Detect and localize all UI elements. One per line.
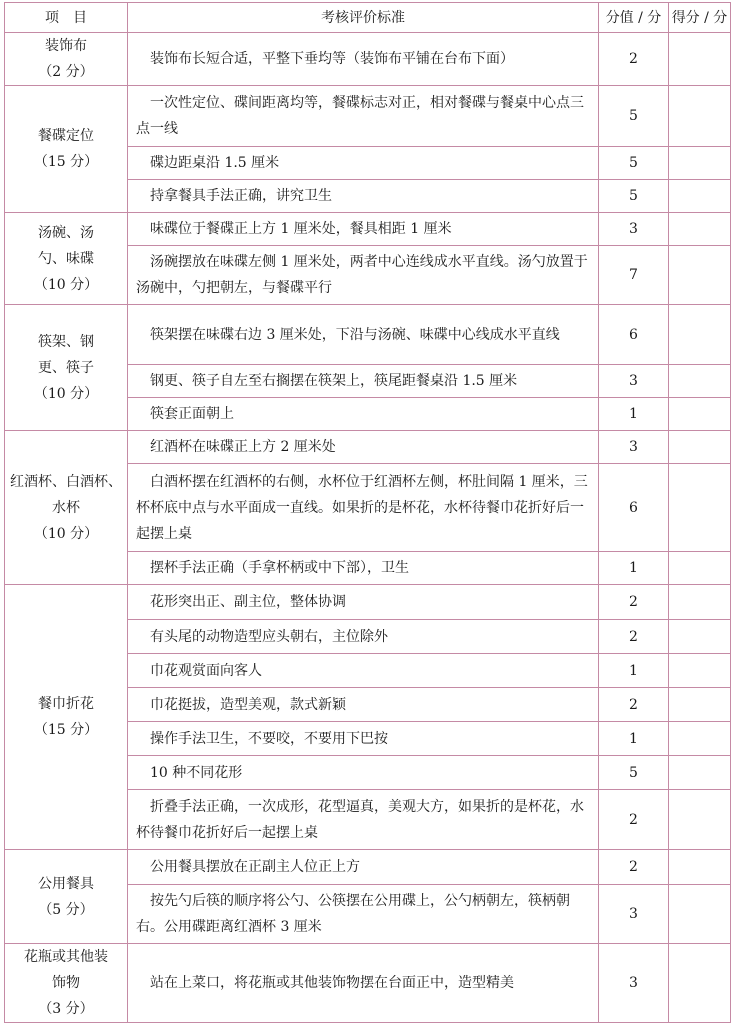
got-score-cell[interactable] bbox=[669, 464, 731, 552]
table-row bbox=[5, 431, 731, 464]
score-cell: 1 bbox=[599, 654, 669, 688]
score-cell: 3 bbox=[599, 944, 669, 1023]
criteria-cell: 装饰布长短合适，平整下垂均等（装饰布平铺在台布下面） bbox=[128, 33, 599, 86]
item-name: 公用餐具 bbox=[38, 875, 94, 892]
item-cell bbox=[5, 33, 128, 86]
criteria-cell: 公用餐具摆放在正副主人位正上方 bbox=[128, 850, 599, 885]
score-cell: 3 bbox=[599, 365, 669, 398]
got-score-cell[interactable] bbox=[669, 246, 731, 305]
table-row bbox=[5, 305, 731, 365]
got-score-cell[interactable] bbox=[669, 654, 731, 688]
score-cell: 1 bbox=[599, 398, 669, 431]
got-score-cell[interactable] bbox=[669, 147, 731, 180]
criteria-cell: 站在上菜口，将花瓶或其他装饰物摆在台面正中，造型精美 bbox=[128, 944, 599, 1023]
table-row bbox=[5, 213, 731, 246]
score-cell: 2 bbox=[599, 790, 669, 850]
criteria-cell: 巾花观赏面向客人 bbox=[128, 654, 599, 688]
item-points: （10 分） bbox=[33, 385, 99, 402]
criteria-cell: 折叠手法正确，一次成形，花型逼真，美观大方，如果折的是杯花，水杯待餐巾花折好后一起摆上桌 bbox=[128, 790, 599, 850]
got-score-cell[interactable] bbox=[669, 790, 731, 850]
item-cell bbox=[5, 213, 128, 305]
got-score-cell[interactable] bbox=[669, 620, 731, 654]
score-cell: 5 bbox=[599, 180, 669, 213]
table-body bbox=[5, 33, 731, 1023]
criteria-cell: 有头尾的动物造型应头朝右，主位除外 bbox=[128, 620, 599, 654]
criteria-cell: 钢更、筷子自左至右搁摆在筷架上，筷尾距餐桌沿 1.5 厘米 bbox=[128, 365, 599, 398]
criteria-cell: 10 种不同花形 bbox=[128, 756, 599, 790]
item-cell bbox=[5, 944, 128, 1023]
criteria-cell: 持拿餐具手法正确，讲究卫生 bbox=[128, 180, 599, 213]
item-name: 餐碟定位 bbox=[38, 128, 94, 144]
got-score-cell[interactable] bbox=[669, 850, 731, 885]
item-cell bbox=[5, 305, 128, 431]
header-row bbox=[5, 3, 731, 33]
score-cell: 2 bbox=[599, 33, 669, 86]
criteria-cell: 按先勺后筷的顺序将公勺、公筷摆在公用碟上，公勺柄朝左，筷柄朝右。公用碟距离红酒杯 3 厘米 bbox=[128, 885, 599, 944]
table-row bbox=[5, 850, 731, 885]
got-score-cell[interactable] bbox=[669, 33, 731, 86]
item-points: （5 分） bbox=[38, 901, 94, 918]
criteria-cell: 摆杯手法正确（手拿杯柄或中下部），卫生 bbox=[128, 552, 599, 585]
item-name: 红酒杯、白酒杯、水杯 bbox=[10, 473, 122, 516]
got-score-cell[interactable] bbox=[669, 398, 731, 431]
got-score-cell[interactable] bbox=[669, 86, 731, 147]
score-cell: 2 bbox=[599, 688, 669, 722]
table-row bbox=[5, 86, 731, 147]
got-score-cell[interactable] bbox=[669, 756, 731, 790]
criteria-cell: 白酒杯摆在红酒杯的右侧，水杯位于红酒杯左侧，杯肚间隔 1 厘米，三杯杯底中点与水平面成一直线。如果折的是杯花，水杯待餐巾花折好后一起摆上桌 bbox=[128, 464, 599, 552]
table-row bbox=[5, 585, 731, 620]
criteria-cell: 筷架摆在味碟右边 3 厘米处，下沿与汤碗、味碟中心线成水平直线 bbox=[128, 305, 599, 365]
criteria-cell: 味碟位于餐碟正上方 1 厘米处，餐具相距 1 厘米 bbox=[128, 213, 599, 246]
item-name: 筷架、钢更、筷子 bbox=[38, 333, 94, 376]
item-cell bbox=[5, 850, 128, 944]
header-item: 项 目 bbox=[5, 3, 128, 33]
criteria-cell: 花形突出正、副主位，整体协调 bbox=[128, 585, 599, 620]
item-points: （3 分） bbox=[38, 1001, 94, 1017]
got-score-cell[interactable] bbox=[669, 431, 731, 464]
header-score: 分值 / 分 bbox=[599, 3, 669, 33]
criteria-cell: 红酒杯在味碟正上方 2 厘米处 bbox=[128, 431, 599, 464]
score-cell: 2 bbox=[599, 850, 669, 885]
criteria-cell: 碟边距桌沿 1.5 厘米 bbox=[128, 147, 599, 180]
got-score-cell[interactable] bbox=[669, 180, 731, 213]
score-cell: 3 bbox=[599, 431, 669, 464]
got-score-cell[interactable] bbox=[669, 585, 731, 620]
criteria-cell: 操作手法卫生，不要咬，不要用下巴按 bbox=[128, 722, 599, 756]
score-cell: 2 bbox=[599, 585, 669, 620]
item-name: 餐巾折花 bbox=[38, 696, 94, 712]
item-name: 汤碗、汤勺、味碟 bbox=[38, 224, 94, 267]
item-points: （15 分） bbox=[33, 154, 99, 170]
got-score-cell[interactable] bbox=[669, 213, 731, 246]
score-cell: 3 bbox=[599, 213, 669, 246]
score-cell: 7 bbox=[599, 246, 669, 305]
criteria-cell: 筷套正面朝上 bbox=[128, 398, 599, 431]
item-name: 装饰布 bbox=[45, 38, 87, 54]
item-cell bbox=[5, 585, 128, 850]
score-cell: 5 bbox=[599, 86, 669, 147]
item-name: 花瓶或其他装饰物 bbox=[24, 949, 108, 991]
evaluation-table bbox=[4, 2, 731, 1023]
table-row bbox=[5, 33, 731, 86]
header-criteria: 考核评价标准 bbox=[128, 3, 599, 33]
score-cell: 6 bbox=[599, 305, 669, 365]
criteria-cell: 一次性定位、碟间距离均等，餐碟标志对正，相对餐碟与餐桌中心点三点一线 bbox=[128, 86, 599, 147]
got-score-cell[interactable] bbox=[669, 365, 731, 398]
got-score-cell[interactable] bbox=[669, 552, 731, 585]
item-points: （10 分） bbox=[33, 525, 99, 542]
got-score-cell[interactable] bbox=[669, 944, 731, 1023]
got-score-cell[interactable] bbox=[669, 722, 731, 756]
item-points: （15 分） bbox=[33, 722, 99, 738]
item-points: （2 分） bbox=[38, 64, 94, 80]
item-cell bbox=[5, 86, 128, 213]
score-cell: 1 bbox=[599, 552, 669, 585]
got-score-cell[interactable] bbox=[669, 885, 731, 944]
criteria-cell: 汤碗摆放在味碟左侧 1 厘米处，两者中心连线成水平直线。汤勺放置于汤碗中，勺把朝左，与餐碟平行 bbox=[128, 246, 599, 305]
got-score-cell[interactable] bbox=[669, 688, 731, 722]
table-row bbox=[5, 944, 731, 1023]
score-cell: 5 bbox=[599, 756, 669, 790]
score-cell: 1 bbox=[599, 722, 669, 756]
header-got: 得分 / 分 bbox=[669, 3, 731, 33]
criteria-cell: 巾花挺拔，造型美观，款式新颖 bbox=[128, 688, 599, 722]
score-cell: 5 bbox=[599, 147, 669, 180]
item-cell bbox=[5, 431, 128, 585]
score-cell: 2 bbox=[599, 620, 669, 654]
got-score-cell[interactable] bbox=[669, 305, 731, 365]
score-cell: 3 bbox=[599, 885, 669, 944]
item-points: （10 分） bbox=[33, 276, 99, 293]
score-cell: 6 bbox=[599, 464, 669, 552]
